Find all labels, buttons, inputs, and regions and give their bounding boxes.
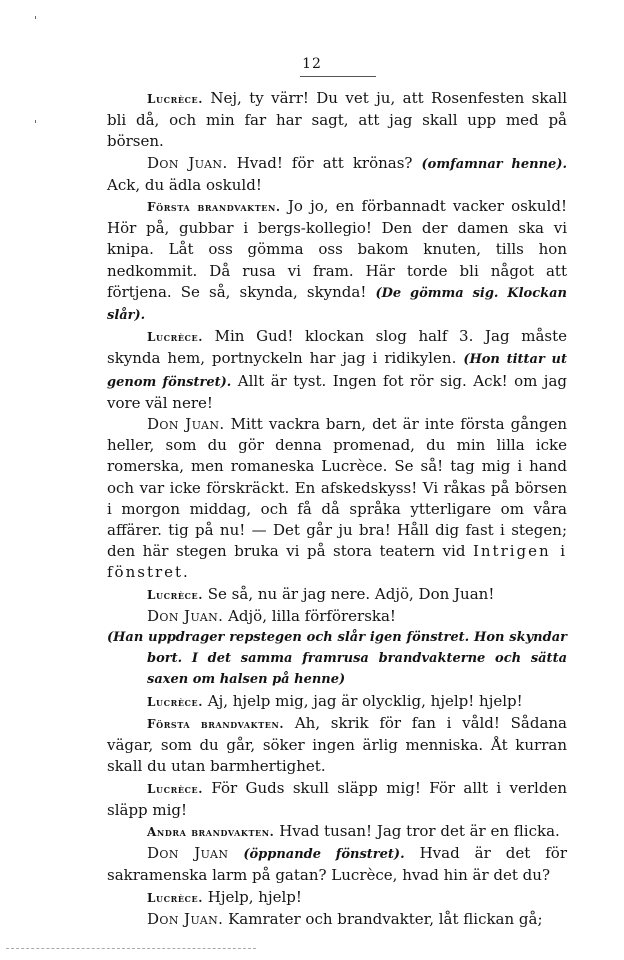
speech-text: Allt är tyst. Ingen fot rör sig. Ack! om jag vore väl nere! <box>107 371 567 412</box>
speech-forsta-brandvakten-2 <box>107 713 567 778</box>
header-rule <box>300 76 376 77</box>
speech-text <box>228 844 243 862</box>
speech-text: Ah, skrik för fan i våld! Sådana vägar, som du går, söker ingen ärlig menniska. Åt kurran skall du utan barmhertighet. <box>107 713 567 776</box>
speaker-name: Lucrèce. <box>147 694 203 709</box>
speech-don-juan-1 <box>107 153 567 196</box>
speaker-name: Don Juan. <box>147 909 224 928</box>
stage-direction: (De gömma sig. Klockan slår). <box>107 285 568 324</box>
speech-text: Hvad är det för sakramenska larm på gatan? Lucrèce, hvad hin är det du? <box>107 844 567 885</box>
stage-direction: (öppnande fönstret). <box>243 847 405 863</box>
page-number: 12 <box>302 56 322 72</box>
speech-text: För Guds skull släpp mig! För allt i verlden släpp mig! <box>107 778 567 819</box>
speaker-name: Don Juan. <box>147 606 224 625</box>
speech-text: . <box>183 563 188 582</box>
stage-direction: (Hon tittar ut genom fönstret). <box>107 352 568 390</box>
speaker-name: Första brandvakten. <box>147 716 285 731</box>
speech-don-juan-3 <box>107 606 567 627</box>
speaker-name: Don Juan. <box>147 415 225 434</box>
speech-text: Adjö, lilla förförerska! <box>223 606 396 625</box>
speech-text: Min Gud! klockan slog half 3. Jag måste skynda hem, portnyckeln har jag i ridikylen. <box>107 327 567 368</box>
speech-lucrece-2 <box>107 326 567 414</box>
speaker-name: Don Juan. <box>147 153 228 172</box>
speech-text: Mitt vackra barn, det är inte första gången heller, som du gör denna promenad, du min lilla icke romerska, men romaneska Lucrèce. Se så! tag mig i hand och var icke förskräckt. En afskedskyss! Vi råkas på börsen i morgon middag, och få då språka ytterligare om våra affärer. tig på nu! — Det går ju bra! Håll dig fast i stegen; den här stegen bruka vi på stora teatern vid <box>107 415 567 561</box>
speaker-name: Lucrèce. <box>147 330 203 345</box>
speech-don-juan-4 <box>107 843 567 886</box>
speaker-name: Andra brandvakten. <box>147 824 275 839</box>
speech-lucrece-1 <box>107 88 567 153</box>
speech-text: Jo jo, en förbannadt vacker oskuld! Hör på, gubbar i bergs-kollegio! Den der damen ska vi knipa. Låt oss gömma oss bakom knuten, tills hon nedkommit. Då rusa vi fram. Här torde bli något att förtjena. Se så, skynda, skynda! <box>107 197 567 301</box>
speaker-name: Lucrèce. <box>147 781 203 796</box>
speech-text: Kamrater och brandvakter, låt flickan gå; <box>223 909 543 928</box>
speech-text: Ack, du ädla oskuld! <box>107 175 262 194</box>
speech-andra-brandvakten-1 <box>107 821 567 843</box>
speech-text: Se så, nu är jag nere. Adjö, Don Juan! <box>202 584 495 603</box>
margin-mark: ' <box>34 118 38 131</box>
speech-lucrece-5 <box>107 778 567 821</box>
speaker-name: Första brandvakten. <box>147 200 281 215</box>
page-text <box>107 88 567 930</box>
speech-don-juan-5 <box>107 909 567 930</box>
stage-direction-block: (Han uppdrager repstegen och slår igen fönstret. Hon skyndar bort. I det samma framrusa brandvakterne och sätta saxen om halsen på henne) <box>107 630 567 688</box>
spaced-emphasis: Intrigen i fönstret <box>107 542 567 582</box>
speech-lucrece-4 <box>107 691 567 713</box>
scan-edge-line <box>6 948 256 949</box>
speaker-name: Lucrèce. <box>147 587 203 602</box>
speech-text: Hvad tusan! Jag tror det är en flicka. <box>274 821 560 840</box>
stage-direction: (omfamnar henne). <box>421 156 568 172</box>
speaker-name: Don Juan <box>147 844 229 863</box>
speaker-name: Lucrèce. <box>147 890 203 905</box>
speech-lucrece-3 <box>107 584 567 606</box>
speaker-name: Lucrèce. <box>147 92 203 106</box>
speech-text: Hvad! för att krönas? <box>227 153 422 172</box>
speech-text: Aj, hjelp mig, jag är olycklig, hjelp! hjelp! <box>202 691 523 710</box>
speech-forsta-brandvakten-1 <box>107 196 567 326</box>
speech-text: Hjelp, hjelp! <box>202 887 302 906</box>
margin-mark: ' <box>34 14 38 27</box>
speech-lucrece-6 <box>107 887 567 909</box>
speech-text: Nej, ty värr! Du vet ju, att Rosenfesten skall bli då, och min far har sagt, att jag skall upp med på börsen. <box>107 89 567 151</box>
speech-don-juan-2 <box>107 414 567 584</box>
